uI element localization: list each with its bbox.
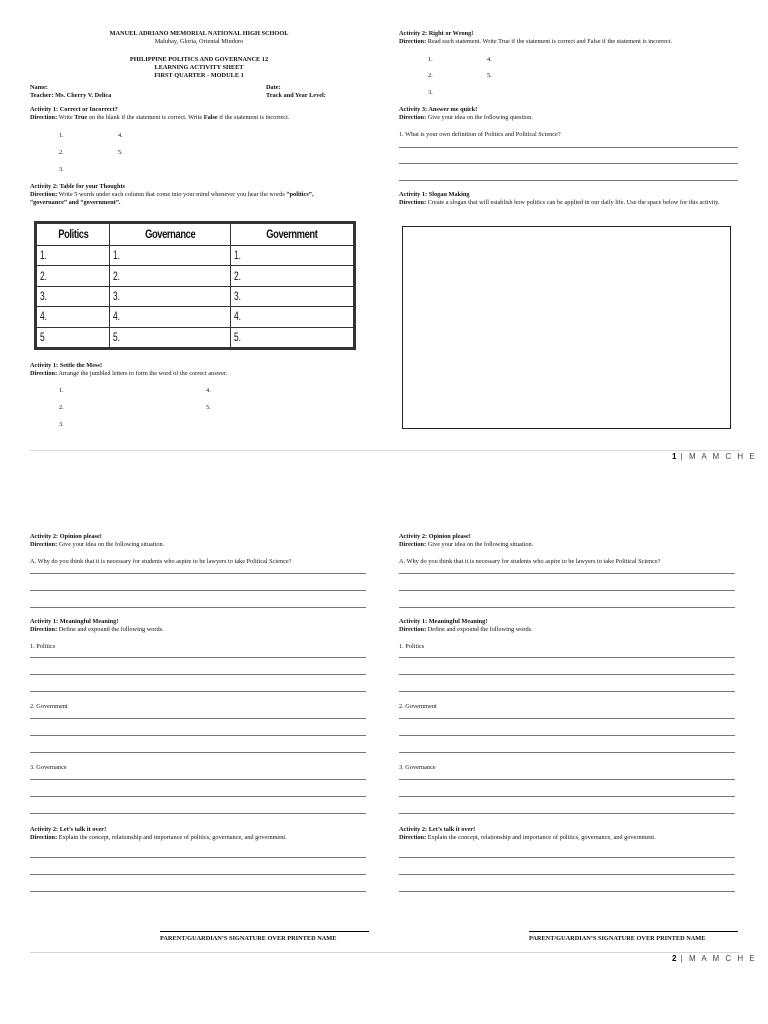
activity-correct-title: Activity 1: Correct or Incorrect? bbox=[30, 106, 118, 113]
item-number: 1. bbox=[428, 56, 433, 63]
activity-settle-direction bbox=[30, 370, 227, 378]
answer-line[interactable] bbox=[399, 874, 735, 875]
direction-label: Direction: bbox=[30, 191, 58, 198]
answer-line[interactable] bbox=[30, 590, 366, 591]
answer-line[interactable] bbox=[30, 857, 366, 858]
activity-talk-title: Activity 2: Let’s talk it over! bbox=[399, 826, 476, 833]
signature-label: PARENT/GUARDIAN’S SIGNATURE OVER PRINTED NAME bbox=[529, 935, 706, 942]
direction-label: Direction: bbox=[399, 834, 427, 841]
keyword: “governance” and “government”. bbox=[30, 198, 121, 206]
answer-line[interactable] bbox=[399, 796, 735, 797]
activity-meaning-direction bbox=[399, 626, 533, 634]
answer-line[interactable] bbox=[30, 752, 366, 753]
activity-slogan-title: Activity 1: Slogan Making bbox=[399, 191, 470, 198]
item-number: 5. bbox=[206, 404, 211, 411]
answer-line[interactable] bbox=[399, 752, 735, 753]
activity-table-direction bbox=[30, 191, 368, 207]
answer-question: 1. What is your own definition of Politics and Political Science? bbox=[399, 131, 561, 138]
signature-line[interactable] bbox=[529, 931, 738, 932]
activity-opinion-title: Activity 2: Opinion please! bbox=[399, 533, 471, 540]
answer-line[interactable] bbox=[30, 657, 366, 658]
answer-line[interactable] bbox=[399, 674, 735, 675]
activity-meaning-title: Activity 1: Meaningful Meaning! bbox=[30, 618, 119, 625]
table-header: Politics bbox=[37, 224, 110, 246]
answer-line[interactable] bbox=[399, 607, 735, 608]
item-number: 4. bbox=[487, 56, 492, 63]
subject-title: PHILIPPINE POLITICS AND GOVERNANCE 12 bbox=[129, 56, 269, 63]
direction-label: Direction: bbox=[399, 114, 427, 121]
activity-opinion-title: Activity 2: Opinion please! bbox=[30, 533, 102, 540]
activity-talk-direction bbox=[399, 834, 656, 842]
answer-line[interactable] bbox=[30, 891, 366, 892]
table-cell[interactable]: 5. bbox=[110, 327, 231, 347]
word-government: 2. Government bbox=[399, 703, 437, 710]
quarter-title: FIRST QUARTER - MODULE 1 bbox=[154, 72, 244, 79]
sheet-title: LEARNING ACTIVITY SHEET bbox=[154, 64, 244, 71]
item-number: 1. bbox=[59, 387, 64, 394]
opinion-question: A. Why do you think that it is necessary for students who aspire to be lawyers to take Political Science? bbox=[30, 558, 292, 565]
table-row bbox=[37, 307, 354, 327]
activity-meaning-title: Activity 1: Meaningful Meaning! bbox=[399, 618, 488, 625]
item-number: 4. bbox=[206, 387, 211, 394]
direction-text: Explain the concept, relationship and importance of politics, governance, and government. bbox=[426, 834, 656, 841]
signature-label: PARENT/GUARDIAN’S SIGNATURE OVER PRINTED NAME bbox=[160, 935, 337, 942]
answer-line[interactable] bbox=[30, 779, 366, 780]
direction-text: Explain the concept, relationship and importance of politics, governance, and government. bbox=[57, 834, 287, 841]
table-header: Government bbox=[230, 224, 353, 246]
table-cell[interactable]: 5 bbox=[37, 327, 110, 347]
keyword: “politics”, bbox=[286, 191, 314, 198]
answer-line[interactable] bbox=[30, 813, 366, 814]
page-number bbox=[672, 954, 757, 964]
activity-talk-direction bbox=[30, 834, 287, 842]
table-cell[interactable]: 4. bbox=[230, 307, 353, 327]
direction-label: Direction: bbox=[30, 541, 58, 548]
table-cell[interactable]: 2. bbox=[37, 266, 110, 286]
answer-line[interactable] bbox=[399, 147, 738, 148]
answer-line[interactable] bbox=[30, 718, 366, 719]
answer-line[interactable] bbox=[399, 180, 738, 181]
table-cell[interactable]: 1. bbox=[230, 246, 353, 266]
direction-label: Direction: bbox=[399, 626, 427, 633]
page-number-value: 2 bbox=[672, 954, 677, 963]
table-row bbox=[37, 266, 354, 286]
activity-answer-title: Activity 3: Answer me quick! bbox=[399, 106, 478, 113]
answer-line[interactable] bbox=[30, 674, 366, 675]
direction-text: Create a slogan that will establish how politics can be applied in our daily life. Use the space below for this activity. bbox=[426, 199, 720, 206]
false-word: False bbox=[203, 114, 218, 121]
footer-divider bbox=[30, 450, 740, 451]
name-label: Name: bbox=[30, 84, 48, 91]
page-number bbox=[672, 452, 757, 462]
activity-opinion-direction bbox=[30, 541, 164, 549]
thoughts-table bbox=[34, 221, 356, 350]
table-cell[interactable]: 4. bbox=[37, 307, 110, 327]
direction-label: Direction: bbox=[399, 38, 427, 45]
direction-text: on the blank if the statement is correct. Write bbox=[87, 114, 204, 121]
page-mark: M A M C H E bbox=[688, 452, 757, 461]
item-number: 4. bbox=[118, 132, 123, 139]
direction-label: Direction: bbox=[30, 626, 58, 633]
answer-line[interactable] bbox=[30, 573, 366, 574]
school-address: Malubay, Gloria, Oriental Mindoro bbox=[154, 38, 244, 45]
direction-text: Define and expound the following words. bbox=[57, 626, 164, 633]
table-header: Governance bbox=[110, 224, 231, 246]
item-number: 3. bbox=[59, 166, 64, 173]
direction-label: Direction: bbox=[30, 114, 58, 121]
activity-meaning-direction bbox=[30, 626, 164, 634]
table-cell[interactable]: 3. bbox=[110, 286, 231, 306]
activity-correct-direction bbox=[30, 114, 289, 122]
answer-line[interactable] bbox=[399, 735, 735, 736]
direction-text: Define and expound the following words. bbox=[426, 626, 533, 633]
table-cell[interactable]: 2. bbox=[230, 266, 353, 286]
teacher-label: Teacher: Ms. Cherry V. Delica bbox=[30, 92, 112, 99]
answer-line[interactable] bbox=[30, 691, 366, 692]
item-number: 2. bbox=[59, 149, 64, 156]
answer-line[interactable] bbox=[30, 874, 366, 875]
activity-table-title: Activity 2: Table for your Thoughts bbox=[30, 183, 125, 190]
activity-settle-title: Activity 1: Settle the Mess! bbox=[30, 362, 103, 369]
signature-line[interactable] bbox=[160, 931, 369, 932]
page-mark: M A M C H E bbox=[688, 954, 757, 963]
activity-right-wrong-direction bbox=[399, 38, 672, 46]
answer-line[interactable] bbox=[399, 813, 735, 814]
activity-right-wrong-title: Activity 2: Right or Wrong! bbox=[399, 30, 474, 37]
word-governance: 3. Governance bbox=[30, 764, 67, 771]
item-number: 5. bbox=[487, 72, 492, 79]
school-name: MANUEL ADRIANO MEMORIAL NATIONAL HIGH SCHOOL bbox=[109, 30, 289, 37]
direction-text: Give your idea on the following situation. bbox=[426, 541, 534, 548]
word-politics: 1. Politics bbox=[30, 643, 56, 650]
answer-line[interactable] bbox=[399, 857, 735, 858]
direction-text: Write 5 words under each column that come into your mind whenever you hear the words bbox=[57, 191, 287, 198]
direction-text: Give your idea on the following question. bbox=[426, 114, 533, 121]
table-cell[interactable]: 3. bbox=[230, 286, 353, 306]
item-number: 2. bbox=[428, 72, 433, 79]
item-number: 3. bbox=[59, 421, 64, 428]
date-label: Date: bbox=[266, 84, 281, 91]
answer-line[interactable] bbox=[399, 590, 735, 591]
activity-slogan-direction bbox=[399, 199, 739, 207]
page-separator: | bbox=[676, 954, 689, 963]
answer-line[interactable] bbox=[399, 573, 735, 574]
table-cell[interactable]: 1. bbox=[37, 246, 110, 266]
answer-line[interactable] bbox=[399, 718, 735, 719]
direction-text: Read each statement. Write True if the statement is correct and False if the statement is incorrect. bbox=[426, 38, 673, 45]
direction-text: Write bbox=[57, 114, 75, 121]
direction-label: Direction: bbox=[30, 834, 58, 841]
direction-label: Direction: bbox=[399, 541, 427, 548]
activity-opinion-direction bbox=[399, 541, 533, 549]
table-cell[interactable]: 5. bbox=[230, 327, 353, 347]
direction-text: Give your idea on the following situation. bbox=[57, 541, 165, 548]
word-government: 2. Government bbox=[30, 703, 68, 710]
direction-label: Direction: bbox=[30, 370, 58, 377]
answer-line[interactable] bbox=[399, 691, 735, 692]
answer-line[interactable] bbox=[399, 163, 738, 164]
item-number: 3. bbox=[428, 89, 433, 96]
page-number-value: 1 bbox=[672, 452, 677, 461]
page-separator: | bbox=[676, 452, 689, 461]
direction-label: Direction: bbox=[399, 199, 427, 206]
answer-line[interactable] bbox=[399, 891, 735, 892]
direction-text: Arrange the jumbled letters to form the word of the correct answer. bbox=[57, 370, 228, 377]
table-row bbox=[37, 246, 354, 266]
activity-talk-title: Activity 2: Let’s talk it over! bbox=[30, 826, 107, 833]
answer-line[interactable] bbox=[30, 735, 366, 736]
table-cell[interactable]: 2. bbox=[110, 266, 231, 286]
track-label: Track and Year Level: bbox=[266, 92, 326, 99]
table-row bbox=[37, 327, 354, 347]
item-number: 5. bbox=[118, 149, 123, 156]
item-number: 1. bbox=[59, 132, 64, 139]
table-cell[interactable]: 1. bbox=[110, 246, 231, 266]
activity-answer-direction bbox=[399, 114, 533, 122]
table-cell[interactable]: 3. bbox=[37, 286, 110, 306]
true-word: True bbox=[74, 114, 88, 121]
table-cell[interactable]: 4. bbox=[110, 307, 231, 327]
answer-line[interactable] bbox=[399, 657, 735, 658]
word-governance: 3. Governance bbox=[399, 764, 436, 771]
word-politics: 1. Politics bbox=[399, 643, 425, 650]
answer-line[interactable] bbox=[399, 779, 735, 780]
slogan-box[interactable] bbox=[402, 226, 731, 429]
answer-line[interactable] bbox=[30, 796, 366, 797]
answer-line[interactable] bbox=[30, 607, 366, 608]
table-row bbox=[37, 286, 354, 306]
footer-divider bbox=[30, 952, 740, 953]
opinion-question: A. Why do you think that it is necessary for students who aspire to be lawyers to take Political Science? bbox=[399, 558, 661, 565]
item-number: 2. bbox=[59, 404, 64, 411]
direction-text: if the statement is incorrect. bbox=[217, 114, 290, 121]
